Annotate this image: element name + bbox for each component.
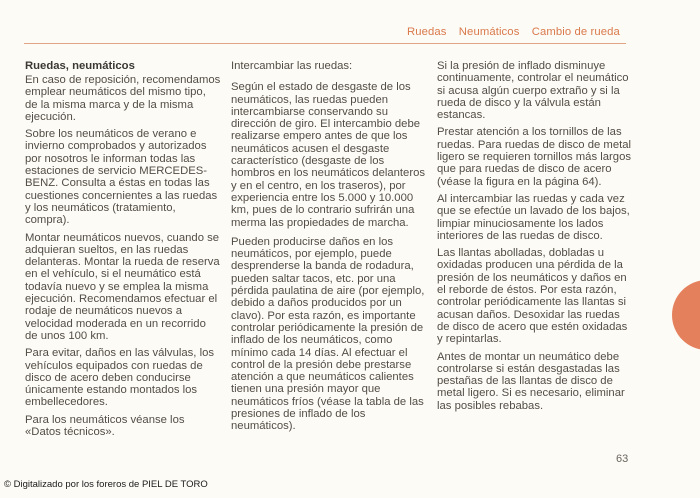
- scan-credit: © Digitalizado por los foreros de PIEL DE TORO: [4, 479, 208, 490]
- column-2: [231, 60, 427, 438]
- section-heading: Ruedas, neumáticos: [25, 60, 135, 72]
- breadcrumb-item: Cambio de rueda: [531, 26, 620, 38]
- column-3: [437, 60, 633, 417]
- breadcrumb-item: Neumáticos: [458, 26, 520, 38]
- chapter-tab-marker: [672, 280, 700, 350]
- header-divider: [24, 43, 626, 44]
- paragraph: Pueden producirse daños en los neumáticos, por ejemplo, puede desprenderse la banda de rodadura, pueden saltar tacos, etc. por una pérdida paulatina de aire (por ejemplo, debido a daños producidos por un clavo). Por esta razón, es importante controlar periódicamente la presión de inflado de los neumáticos, como mínimo cada 14 días. Al efectuar el control de la presión debe prestarse atención a que neumáticos calientes tienen una presión mayor que neumáticos fríos (véase la tabla de las presiones de inflado de los neumáticos).: [231, 235, 425, 433]
- paragraph: Prestar atención a los tornillos de las ruedas. Para ruedas de disco de metal ligero se requieren tornillos más largos que para ruedas de disco de acero (véase la figura en la página 64).: [437, 126, 632, 188]
- paragraph: Según el estado de desgaste de los neumáticos, las ruedas pueden intercambiarse conservando su dirección de giro. El intercambio debe realizarse empero antes de que los neumáticos acusen el desgaste característico (desgaste de los hombros en los neumáticos delanteros y en el centro, en los traseros), por experiencia entre los 5.000 y 10.000 km, pues de lo contrario sufrirán una merma las propiedades de marcha.: [231, 81, 426, 229]
- paragraph: Para evitar, daños en las válvulas, los vehículos equipados con ruedas de disco de acero deben conducirse únicamente estando montados los embellecedores.: [25, 347, 215, 409]
- breadcrumb-item: Ruedas: [407, 26, 447, 38]
- section-breadcrumb: [407, 26, 620, 38]
- paragraph: Para los neumáticos véanse los «Datos técnicos».: [25, 413, 185, 439]
- paragraph: Al intercambiar las ruedas y cada vez que se efectúe un lavado de los bajos, limpiar minuciosamente los lados interiores de las ruedas de disco.: [437, 192, 630, 242]
- paragraph: Montar neumáticos nuevos, cuando se adquieran sueltos, en las ruedas delanteras. Montar la rueda de reserva en el vehículo, si el neumático está todavía nuevo y se emplea la misma ejecución. Recomendamos efectuar el rodaje de neumáticos nuevos a velocidad moderada en un recorrido de unos 100 km.: [25, 231, 220, 342]
- column-1: [25, 60, 221, 443]
- paragraph: Sobre los neumáticos de verano e invierno comprobados y autorizados por nosotros le informan todas las estaciones de servicio MERCEDES-BENZ. Consulta a éstas en todas las cuestiones concernientes a las ruedas y los neumáticos (tratamiento, compra).: [25, 128, 218, 227]
- page-number: 63: [616, 453, 629, 465]
- paragraph: Las llantas abolladas, dobladas u oxidadas producen una pérdida de la presión de los neumáticos y daños en el reborde de éstos. Por esta razón, controlar periódicamente las llantas si acusan daños. Desoxidar las ruedas de disco de acero que estén oxidadas y repintarlas.: [437, 247, 628, 346]
- paragraph: Si la presión de inflado disminuye continuamente, controlar el neumático si acusa algún cuerpo extraño y si la rueda de disco y la válvula están estancas.: [437, 60, 629, 122]
- paragraph: Antes de montar un neumático debe controlarse si están desgastadas las pestañas de las llantas de disco de metal ligero. Si es necesario, eliminar las posibles rebabas.: [437, 350, 625, 412]
- subsection-intro: Intercambiar las ruedas:: [231, 60, 353, 72]
- paragraph: En caso de reposición, recomendamos emplear neumáticos del mismo tipo, de la misma marca y de la misma ejecución.: [25, 74, 221, 123]
